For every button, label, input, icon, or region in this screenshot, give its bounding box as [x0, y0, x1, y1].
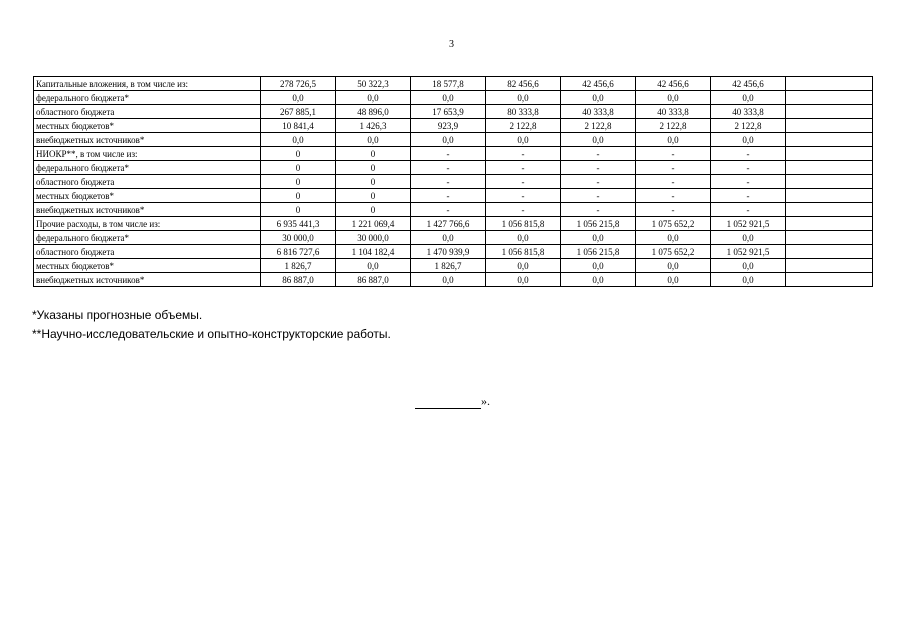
table-cell: - [711, 189, 786, 203]
table-cell: 0,0 [711, 231, 786, 245]
table-cell: 0,0 [636, 231, 711, 245]
table-cell: 0,0 [561, 259, 636, 273]
table-cell: - [711, 203, 786, 217]
empty-cell [786, 231, 873, 245]
empty-cell [786, 189, 873, 203]
table-row [34, 91, 873, 105]
table-cell: - [561, 161, 636, 175]
table-cell: 0,0 [711, 133, 786, 147]
empty-cell [786, 119, 873, 133]
table-cell: 0,0 [636, 133, 711, 147]
row-label: местных бюджетов* [34, 259, 261, 273]
table-cell: - [636, 189, 711, 203]
table-cell: 1 075 652,2 [636, 245, 711, 259]
table-row [34, 217, 873, 231]
table-cell: 30 000,0 [336, 231, 411, 245]
table-row [34, 119, 873, 133]
table-cell: - [411, 189, 486, 203]
table-cell: 10 841,4 [261, 119, 336, 133]
budget-table-body [34, 77, 873, 287]
table-cell: 0 [336, 161, 411, 175]
table-cell: 0,0 [561, 273, 636, 287]
table-cell: 0 [336, 189, 411, 203]
table-cell: 40 333,8 [636, 105, 711, 119]
table-cell: - [636, 161, 711, 175]
table-cell: 0 [336, 203, 411, 217]
table-cell: 82 456,6 [486, 77, 561, 91]
table-cell: 0,0 [411, 91, 486, 105]
table-cell: 0,0 [711, 91, 786, 105]
table-cell: - [486, 203, 561, 217]
table-cell: 0,0 [336, 91, 411, 105]
table-cell: 0 [261, 203, 336, 217]
table-cell: 0,0 [561, 133, 636, 147]
table-cell: 0,0 [486, 273, 561, 287]
closing-quote: ». [481, 394, 490, 408]
table-cell: - [486, 189, 561, 203]
table-cell: 0,0 [636, 259, 711, 273]
table-cell: 1 052 921,5 [711, 245, 786, 259]
row-label: внебюджетных источников* [34, 133, 261, 147]
table-cell: 0 [261, 147, 336, 161]
table-cell: 42 456,6 [711, 77, 786, 91]
row-label: областного бюджета [34, 105, 261, 119]
row-label: местных бюджетов* [34, 189, 261, 203]
empty-cell [786, 175, 873, 189]
table-row [34, 273, 873, 287]
table-cell: 0,0 [636, 91, 711, 105]
table-cell: 1 052 921,5 [711, 217, 786, 231]
row-label: федерального бюджета* [34, 161, 261, 175]
table-cell: 0,0 [411, 231, 486, 245]
table-cell: 1 056 215,8 [561, 245, 636, 259]
table-cell: 923,9 [411, 119, 486, 133]
table-cell: 0,0 [711, 273, 786, 287]
table-cell: 40 333,8 [561, 105, 636, 119]
table-cell: 2 122,8 [486, 119, 561, 133]
table-cell: - [411, 161, 486, 175]
table-cell: 86 887,0 [261, 273, 336, 287]
table-cell: 1 221 069,4 [336, 217, 411, 231]
table-cell: 1 826,7 [261, 259, 336, 273]
table-row [34, 231, 873, 245]
table-cell: 48 896,0 [336, 105, 411, 119]
table-cell: 0,0 [411, 133, 486, 147]
row-label: НИОКР**, в том числе из: [34, 147, 261, 161]
footnote-forecast: *Указаны прогнозные объемы. [32, 308, 203, 322]
table-cell: - [486, 175, 561, 189]
table-cell: - [636, 203, 711, 217]
table-cell: 0,0 [486, 259, 561, 273]
row-label: внебюджетных источников* [34, 203, 261, 217]
table-cell: 30 000,0 [261, 231, 336, 245]
table-cell: 278 726,5 [261, 77, 336, 91]
table-cell: 2 122,8 [561, 119, 636, 133]
row-label: областного бюджета [34, 245, 261, 259]
table-row [34, 189, 873, 203]
table-cell: 0,0 [336, 259, 411, 273]
table-cell: - [636, 175, 711, 189]
table-row [34, 147, 873, 161]
table-cell: - [711, 161, 786, 175]
table-cell: - [561, 147, 636, 161]
table-cell: 0,0 [486, 231, 561, 245]
table-cell: 0,0 [561, 91, 636, 105]
table-cell: 0,0 [261, 133, 336, 147]
row-label: Капитальные вложения, в том числе из: [34, 77, 261, 91]
table-cell: 17 653,9 [411, 105, 486, 119]
empty-cell [786, 91, 873, 105]
table-cell: 0,0 [711, 259, 786, 273]
empty-cell [786, 77, 873, 91]
empty-cell [786, 259, 873, 273]
table-cell: 0 [336, 175, 411, 189]
empty-cell [786, 147, 873, 161]
row-label: областного бюджета [34, 175, 261, 189]
signature-blank-line [415, 396, 481, 409]
table-cell: 0,0 [636, 273, 711, 287]
table-cell: 40 333,8 [711, 105, 786, 119]
table-cell: 1 056 815,8 [486, 245, 561, 259]
table-cell: 2 122,8 [711, 119, 786, 133]
row-label: федерального бюджета* [34, 231, 261, 245]
table-cell: 86 887,0 [336, 273, 411, 287]
empty-cell [786, 133, 873, 147]
table-cell: - [486, 161, 561, 175]
footnotes [32, 306, 391, 344]
empty-cell [786, 273, 873, 287]
table-cell: 0 [261, 161, 336, 175]
row-label: федерального бюджета* [34, 91, 261, 105]
table-cell: 1 104 182,4 [336, 245, 411, 259]
empty-cell [786, 245, 873, 259]
table-cell: 0,0 [411, 273, 486, 287]
table-cell: - [636, 147, 711, 161]
table-cell: 42 456,6 [561, 77, 636, 91]
table-row [34, 245, 873, 259]
empty-cell [786, 203, 873, 217]
empty-cell [786, 105, 873, 119]
table-cell: 0 [336, 147, 411, 161]
table-row [34, 175, 873, 189]
table-row [34, 259, 873, 273]
table-cell: - [411, 147, 486, 161]
empty-cell [786, 161, 873, 175]
table-cell: 1 826,7 [411, 259, 486, 273]
table-row [34, 161, 873, 175]
table-cell: 0 [261, 189, 336, 203]
table-cell: 0,0 [261, 91, 336, 105]
table-cell: - [711, 147, 786, 161]
table-cell: 267 885,1 [261, 105, 336, 119]
table-row [34, 77, 873, 91]
table-cell: 2 122,8 [636, 119, 711, 133]
table-row [34, 105, 873, 119]
table-cell: - [561, 189, 636, 203]
table-cell: 42 456,6 [636, 77, 711, 91]
row-label: внебюджетных источников* [34, 273, 261, 287]
page-number: 3 [449, 39, 454, 50]
table-cell: - [411, 175, 486, 189]
budget-table [33, 76, 873, 287]
table-cell: 6 816 727,6 [261, 245, 336, 259]
table-cell: 50 322,3 [336, 77, 411, 91]
table-cell: 18 577,8 [411, 77, 486, 91]
table-cell: - [411, 203, 486, 217]
table-cell: 0,0 [486, 91, 561, 105]
table-cell: - [711, 175, 786, 189]
row-label: Прочие расходы, в том числе из: [34, 217, 261, 231]
table-cell: 1 427 766,6 [411, 217, 486, 231]
empty-cell [786, 217, 873, 231]
table-cell: - [561, 175, 636, 189]
table-row [34, 203, 873, 217]
table-cell: 1 470 939,9 [411, 245, 486, 259]
table-cell: 6 935 441,3 [261, 217, 336, 231]
table-cell: - [486, 147, 561, 161]
table-cell: 1 075 652,2 [636, 217, 711, 231]
table-row [34, 133, 873, 147]
table-cell: - [561, 203, 636, 217]
table-cell: 80 333,8 [486, 105, 561, 119]
table-cell: 1 056 215,8 [561, 217, 636, 231]
row-label: местных бюджетов* [34, 119, 261, 133]
table-cell: 0,0 [561, 231, 636, 245]
table-cell: 0,0 [336, 133, 411, 147]
table-cell: 0 [261, 175, 336, 189]
table-cell: 0,0 [486, 133, 561, 147]
footnote-niokr: **Научно-исследовательские и опытно-конструкторские работы. [32, 327, 391, 341]
table-cell: 1 426,3 [336, 119, 411, 133]
table-cell: 1 056 815,8 [486, 217, 561, 231]
closing-line [415, 394, 490, 409]
